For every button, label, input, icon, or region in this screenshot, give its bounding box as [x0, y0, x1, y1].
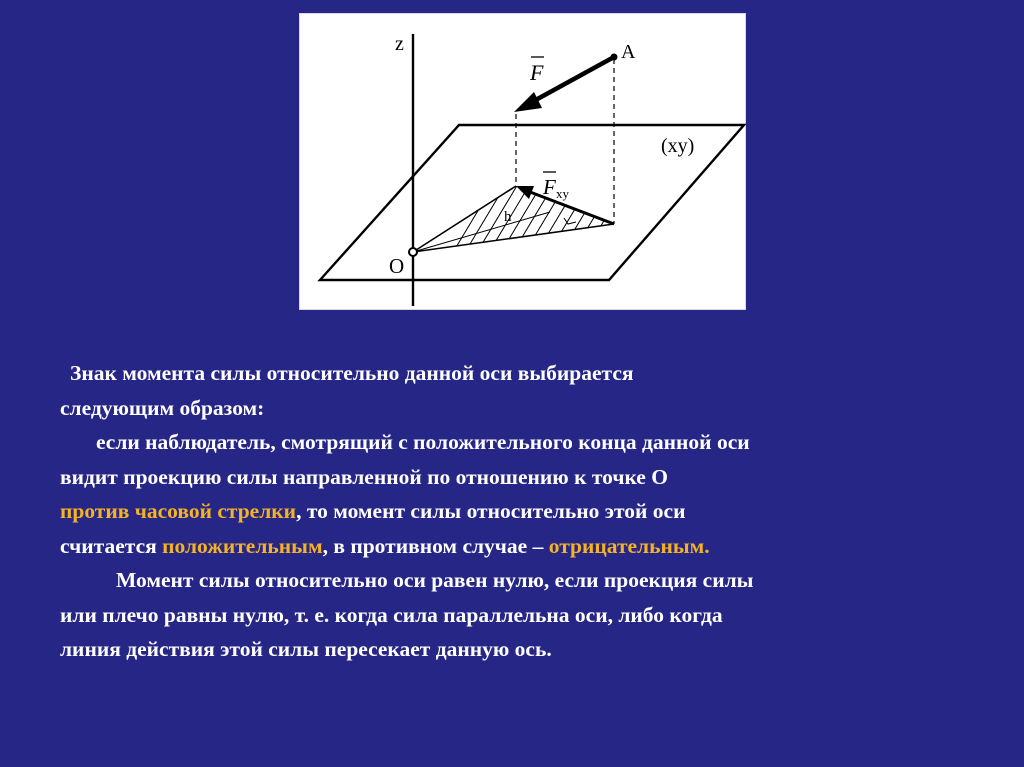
text-line-1: Знак момента силы относительно данной оси выбирается: [70, 361, 634, 385]
label-xy-plane: (xy): [661, 135, 695, 157]
label-z: z: [395, 33, 404, 55]
slide-body-text: [60, 356, 980, 667]
right-angle-mark: [564, 218, 576, 224]
text-line-4: видит проекцию силы направленной по отношению к точке О: [60, 464, 668, 489]
label-fxy: F: [543, 175, 556, 199]
highlight-negative: отрицательным.: [548, 533, 710, 558]
text-line-2: следующим образом:: [60, 395, 265, 420]
moment-diagram: [300, 14, 747, 311]
diagram-panel: [299, 13, 746, 310]
label-a: A: [621, 41, 636, 63]
force-f-arrowhead: [514, 92, 542, 112]
text-line-6-start: считается: [60, 533, 163, 558]
text-line-6: [60, 529, 980, 564]
text-line-3: если наблюдатель, смотрящий с положительного конца данной оси: [96, 430, 750, 454]
force-fxy-arrowhead: [516, 186, 534, 199]
label-o: O: [389, 254, 405, 278]
force-f-arrow: [532, 57, 614, 102]
text-line-9: линия действия этой силы пересекает данную ось.: [60, 637, 552, 661]
point-a: [611, 54, 618, 61]
text-line-8: или плечо равны нулю, т. е. когда сила параллельна оси, либо когда: [60, 602, 723, 627]
highlight-positive: положительным: [162, 533, 323, 558]
text-line-5-rest: , то момент силы относительно этой оси: [296, 499, 686, 523]
highlight-counterclockwise: против часовой стрелки: [60, 499, 297, 523]
label-h: h: [504, 209, 512, 225]
text-line-7: Момент силы относительно оси равен нулю, если проекция силы: [116, 568, 754, 592]
point-o: [409, 248, 417, 256]
text-line-5: [60, 494, 980, 529]
label-f: F: [530, 60, 544, 85]
text-line-6-mid: , в противном случае –: [322, 533, 549, 558]
label-fxy-sub: xy: [556, 186, 569, 201]
